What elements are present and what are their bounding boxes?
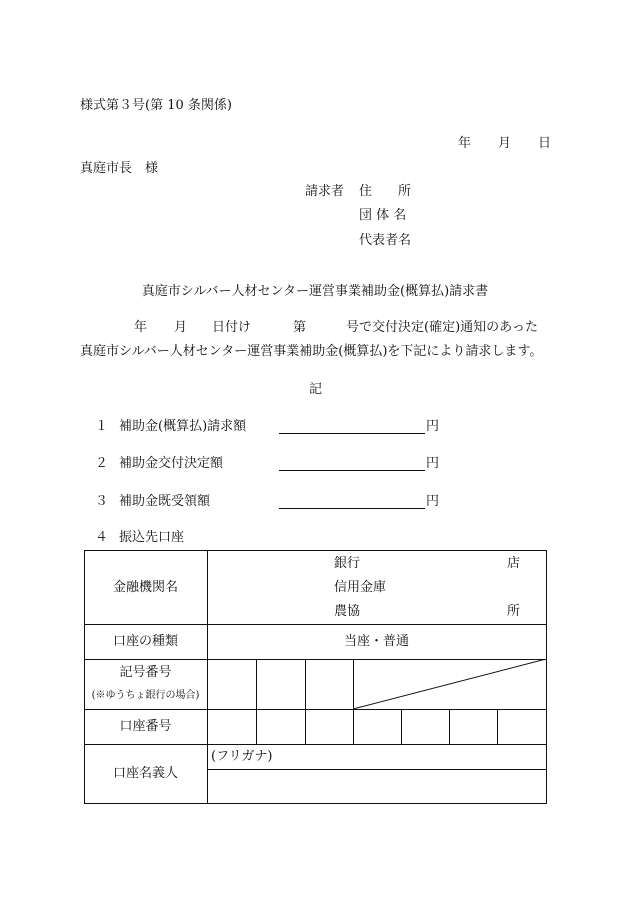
item3-amount-line[interactable] xyxy=(279,508,425,509)
item1-amount-line[interactable] xyxy=(279,433,425,434)
diagonal-strike xyxy=(353,659,547,710)
applicant-rep-label: 代表者名 xyxy=(359,233,412,248)
account-type-label: 口座の種類 xyxy=(112,634,178,649)
furigana-label: (フリガナ) xyxy=(211,749,273,764)
applicant-label: 請求者 xyxy=(305,184,345,199)
item2-amount-line[interactable] xyxy=(279,470,425,471)
bank-type-shinkin[interactable]: 信用金庫 xyxy=(334,580,387,595)
item3-label: 補助金既受領額 xyxy=(119,494,211,509)
applicant-address-label: 住 所 xyxy=(359,184,412,199)
body-no-prefix: 第 xyxy=(293,320,307,335)
form-number: 様式第３号(第 10 条関係) xyxy=(80,98,232,113)
bank-type-noukyou[interactable]: 農協 xyxy=(334,604,361,619)
account-holder-label: 口座名義人 xyxy=(112,766,178,781)
date-month-label: 月 xyxy=(498,136,512,151)
applicant-org-label: 団 体 名 xyxy=(359,208,407,223)
ki-heading: 記 xyxy=(309,382,323,397)
item2-number: ２ xyxy=(95,456,109,471)
bank-type-bank[interactable]: 銀行 xyxy=(334,556,361,571)
symbol-number-note: (※ゆうちょ銀行の場合) xyxy=(91,690,200,701)
addressee: 真庭市長 様 xyxy=(80,161,159,176)
body-line2: 真庭市シルバー人材センター運営事業補助金(概算払)を下記により請求します。 xyxy=(80,344,543,359)
branch-store-label: 店 xyxy=(507,556,521,571)
bank-name-label: 金融機関名 xyxy=(112,580,178,595)
branch-office-label: 所 xyxy=(507,604,521,619)
account-number-label: 口座番号 xyxy=(119,719,172,734)
item1-unit: 円 xyxy=(426,419,440,434)
document-title: 真庭市シルバー人材センター運営事業補助金(概算払)請求書 xyxy=(141,284,489,299)
item3-number: ３ xyxy=(95,494,109,509)
body-line1-rest: 号で交付決定(確定)通知のあった xyxy=(346,320,539,335)
date-day-label: 日 xyxy=(538,136,552,151)
item1-number: １ xyxy=(95,419,109,434)
item4-number: ４ xyxy=(95,530,109,545)
account-type-value[interactable]: 当座・普通 xyxy=(343,634,409,649)
item3-unit: 円 xyxy=(426,494,440,509)
symbol-number-label: 記号番号 xyxy=(119,665,172,680)
item2-label: 補助金交付決定額 xyxy=(119,456,224,471)
item2-unit: 円 xyxy=(426,456,440,471)
date-year-label: 年 xyxy=(458,136,472,151)
item1-label: 補助金(概算払)請求額 xyxy=(119,419,247,434)
item4-label: 振込先口座 xyxy=(119,530,185,545)
body-year: 年 xyxy=(134,320,148,335)
body-dated: 日付け xyxy=(212,320,252,335)
body-month: 月 xyxy=(174,320,188,335)
